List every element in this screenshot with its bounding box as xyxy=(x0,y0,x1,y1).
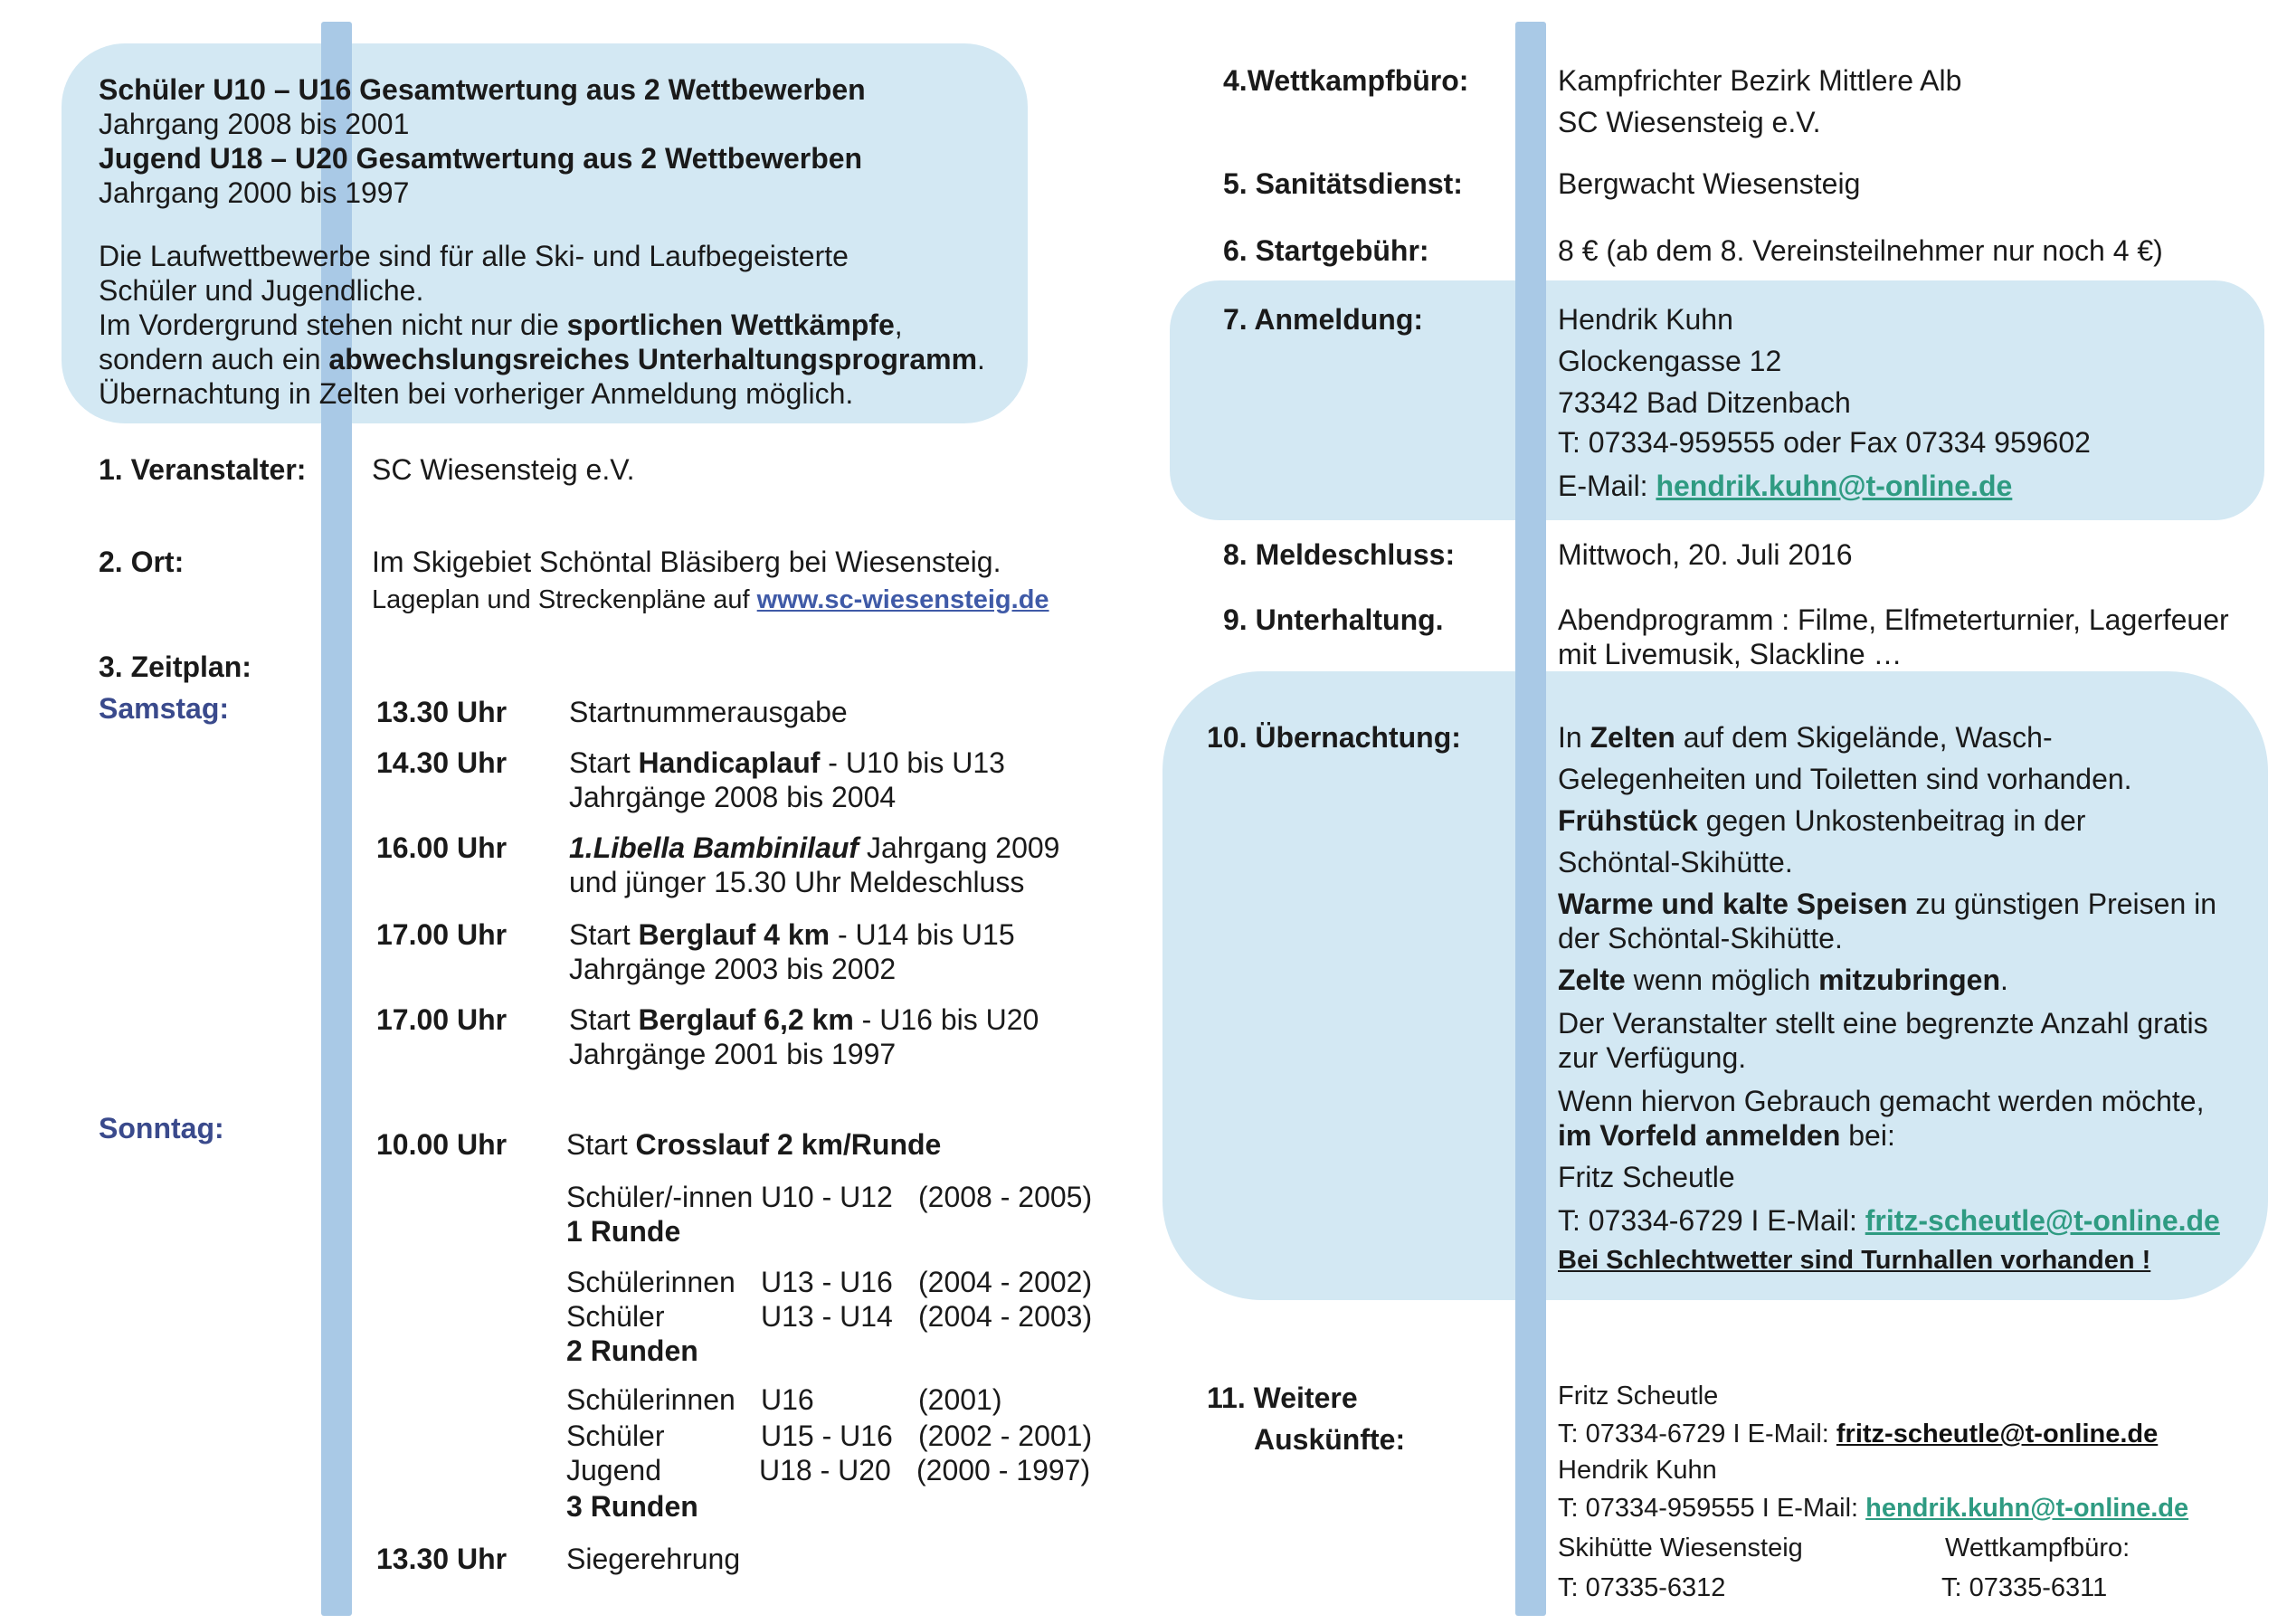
schedule-time: 13.30 Uhr xyxy=(376,696,508,728)
schedule-event-detail: Jahrgänge 2003 bis 2002 xyxy=(569,953,897,985)
category-row: Schülerinnen xyxy=(566,1266,735,1298)
accommodation-line: In Zelten auf dem Skigelände, Wasch- xyxy=(1558,721,2053,754)
intro-paragraph-line: Übernachtung in Zelten bei vorheriger Anmeldung möglich. xyxy=(99,377,854,410)
intro-years-1: Jahrgang 2008 bis 2001 xyxy=(99,108,410,140)
registration-street: Glockengasse 12 xyxy=(1558,345,1782,377)
category-row: Jugend xyxy=(566,1454,661,1486)
intro-paragraph-line: Schüler und Jugendliche. xyxy=(99,274,424,307)
registration-phone: T: 07334-959555 oder Fax 07334 959602 xyxy=(1558,426,2091,459)
category-years: (2004 - 2003) xyxy=(918,1300,1093,1333)
start-fee-value: 8 € (ab dem 8. Vereinsteilnehmer nur noch 4 €) xyxy=(1558,234,2163,267)
right-divider-bar xyxy=(1515,22,1546,1616)
accommodation-line: zur Verfügung. xyxy=(1558,1041,1747,1074)
rounds-count: 2 Runden xyxy=(566,1334,698,1367)
accommodation-line: Schöntal-Skihütte. xyxy=(1558,846,1793,878)
further-info-label: 11. Weitere xyxy=(1207,1382,1358,1414)
schedule-event: Startnummerausgabe xyxy=(569,696,848,728)
website-link[interactable]: www.sc-wiesensteig.de xyxy=(756,585,1049,614)
accommodation-line: Gelegenheiten und Toiletten sind vorhanden. xyxy=(1558,763,2132,795)
schedule-event: 1.Libella Bambinilauf Jahrgang 2009 xyxy=(569,831,1060,864)
saturday-label: Samstag: xyxy=(99,692,230,725)
deadline-label: 8. Meldeschluss: xyxy=(1223,538,1456,571)
competition-office-line: Kampfrichter Bezirk Mittlere Alb xyxy=(1558,64,1962,97)
schedule-event-detail: und jünger 15.30 Uhr Meldeschluss xyxy=(569,866,1025,898)
office-phone: T: 07335-6311 xyxy=(1941,1573,2108,1602)
contact-line: T: 07334-959555 I E-Mail: hendrik.kuhn@t-online.de xyxy=(1558,1494,2189,1523)
organizer-label: 1. Veranstalter: xyxy=(99,453,307,486)
schedule-event: Start Berglauf 6,2 km - U16 bis U20 xyxy=(569,1003,1039,1036)
intro-title-u10-u16: Schüler U10 – U16 Gesamtwertung aus 2 Wettbewerben xyxy=(99,73,866,106)
location-map-note: Lageplan und Streckenpläne auf www.sc-wiesensteig.de xyxy=(372,585,1049,614)
registration-email: E-Mail: hendrik.kuhn@t-online.de xyxy=(1558,470,2013,502)
bad-weather-note: Bei Schlechtwetter sind Turnhallen vorhanden ! xyxy=(1558,1246,2151,1275)
accommodation-line: im Vorfeld anmelden bei: xyxy=(1558,1119,1895,1152)
intro-years-2: Jahrgang 2000 bis 1997 xyxy=(99,176,410,209)
category-row: Schüler/-innen xyxy=(566,1181,754,1213)
hut-name: Skihütte Wiesensteig xyxy=(1558,1534,1803,1562)
category-age: U13 - U16 xyxy=(761,1266,893,1298)
medical-service-label: 5. Sanitätsdienst: xyxy=(1223,167,1463,200)
category-years: (2002 - 2001) xyxy=(918,1420,1093,1452)
accommodation-line: Der Veranstalter stellt eine begrenzte Anzahl gratis xyxy=(1558,1007,2208,1040)
registration-email-link[interactable]: hendrik.kuhn@t-online.de xyxy=(1656,470,2013,502)
medical-service-value: Bergwacht Wiesensteig xyxy=(1558,167,1861,200)
intro-paragraph-line: sondern auch ein abwechslungsreiches Unterhaltungsprogramm. xyxy=(99,343,985,375)
accommodation-contact: T: 07334-6729 I E-Mail: fritz-scheutle@t-online.de xyxy=(1558,1204,2220,1237)
intro-paragraph-line: Die Laufwettbewerbe sind für alle Ski- und Laufbegeisterte xyxy=(99,240,849,272)
start-fee-label: 6. Startgebühr: xyxy=(1223,234,1429,267)
sunday-label: Sonntag: xyxy=(99,1112,224,1144)
schedule-event: Start Handicaplauf - U10 bis U13 xyxy=(569,746,1005,779)
contact-line: T: 07334-6729 I E-Mail: fritz-scheutle@t-online.de xyxy=(1558,1420,2159,1448)
schedule-time: 14.30 Uhr xyxy=(376,746,508,779)
contact-email-link[interactable]: fritz-scheutle@t-online.de xyxy=(1836,1420,2159,1448)
competition-office-label: 4.Wettkampfbüro: xyxy=(1223,64,1469,97)
category-row: Schüler xyxy=(566,1300,665,1333)
schedule-time: 17.00 Uhr xyxy=(376,918,508,951)
category-row: Schülerinnen xyxy=(566,1383,735,1416)
schedule-event-detail: Jahrgänge 2001 bis 1997 xyxy=(569,1038,897,1070)
accommodation-email-link[interactable]: fritz-scheutle@t-online.de xyxy=(1865,1204,2220,1237)
category-age: U13 - U14 xyxy=(761,1300,893,1333)
schedule-event-detail: Jahrgänge 2008 bis 2004 xyxy=(569,781,897,813)
deadline-value: Mittwoch, 20. Juli 2016 xyxy=(1558,538,1853,571)
further-info-label: Auskünfte: xyxy=(1254,1423,1406,1456)
schedule-time: 16.00 Uhr xyxy=(376,831,508,864)
rounds-count: 1 Runde xyxy=(566,1215,681,1248)
category-years: (2008 - 2005) xyxy=(918,1181,1093,1213)
registration-city: 73342 Bad Ditzenbach xyxy=(1558,386,1851,419)
category-age: U18 - U20 xyxy=(759,1454,891,1486)
location-label: 2. Ort: xyxy=(99,546,185,578)
accommodation-line: Zelte wenn möglich mitzubringen. xyxy=(1558,964,2008,996)
accommodation-line: Wenn hiervon Gebrauch gemacht werden möchte, xyxy=(1558,1085,2205,1117)
category-row: Schüler xyxy=(566,1420,665,1452)
contact-name: Fritz Scheutle xyxy=(1558,1382,1719,1410)
contact-name: Hendrik Kuhn xyxy=(1558,1456,1717,1485)
accommodation-contact-name: Fritz Scheutle xyxy=(1558,1161,1735,1193)
organizer-value: SC Wiesensteig e.V. xyxy=(372,453,635,486)
category-age: U15 - U16 xyxy=(761,1420,893,1452)
schedule-event: Start Berglauf 4 km - U14 bis U15 xyxy=(569,918,1015,951)
accommodation-label: 10. Übernachtung: xyxy=(1207,721,1461,754)
schedule-event: Siegerehrung xyxy=(566,1543,741,1575)
office-name: Wettkampfbüro: xyxy=(1945,1534,2130,1562)
schedule-time: 13.30 Uhr xyxy=(376,1543,508,1575)
accommodation-line: der Schöntal-Skihütte. xyxy=(1558,922,1843,954)
contact-email-link[interactable]: hendrik.kuhn@t-online.de xyxy=(1865,1494,2189,1523)
competition-office-line: SC Wiesensteig e.V. xyxy=(1558,106,1821,138)
schedule-time: 17.00 Uhr xyxy=(376,1003,508,1036)
category-years: (2004 - 2002) xyxy=(918,1266,1093,1298)
registration-name: Hendrik Kuhn xyxy=(1558,303,1733,336)
schedule-event: Start Crosslauf 2 km/Runde xyxy=(566,1128,942,1161)
registration-label: 7. Anmeldung: xyxy=(1223,303,1424,336)
category-age: U10 - U12 xyxy=(761,1181,893,1213)
hut-phone: T: 07335-6312 xyxy=(1558,1573,1726,1602)
location-value: Im Skigebiet Schöntal Bläsiberg bei Wiesensteig. xyxy=(372,546,1001,578)
entertainment-label: 9. Unterhaltung. xyxy=(1223,603,1444,636)
rounds-count: 3 Runden xyxy=(566,1490,698,1523)
schedule-label: 3. Zeitplan: xyxy=(99,651,251,683)
entertainment-line: Abendprogramm : Filme, Elfmeterturnier, Lagerfeuer xyxy=(1558,603,2229,636)
category-years: (2000 - 1997) xyxy=(916,1454,1091,1486)
category-years: (2001) xyxy=(918,1383,1002,1416)
category-age: U16 xyxy=(761,1383,814,1416)
intro-paragraph-line: Im Vordergrund stehen nicht nur die sportlichen Wettkämpfe, xyxy=(99,309,903,341)
accommodation-line: Warme und kalte Speisen zu günstigen Preisen in xyxy=(1558,888,2217,920)
intro-title-u18-u20: Jugend U18 – U20 Gesamtwertung aus 2 Wettbewerben xyxy=(99,142,863,175)
schedule-time: 10.00 Uhr xyxy=(376,1128,508,1161)
entertainment-line: mit Livemusik, Slackline … xyxy=(1558,638,1903,670)
accommodation-line: Frühstück gegen Unkostenbeitrag in der xyxy=(1558,804,2086,837)
